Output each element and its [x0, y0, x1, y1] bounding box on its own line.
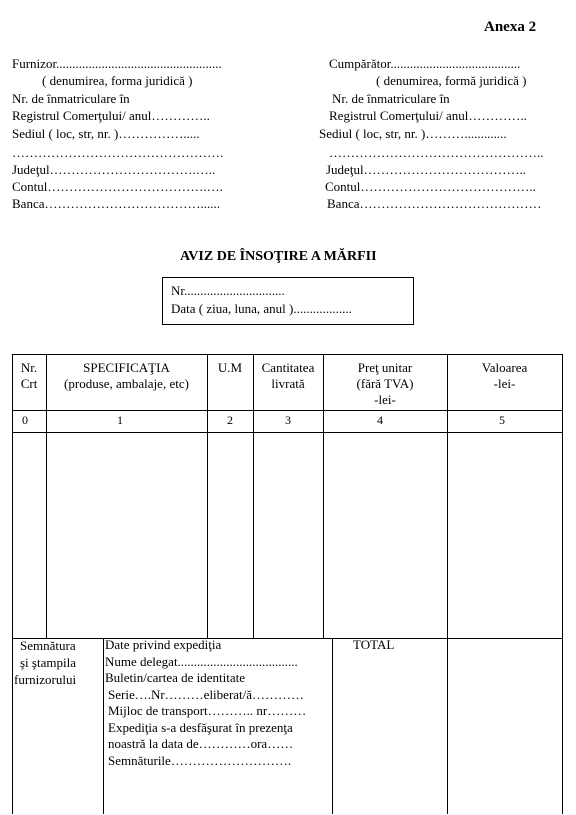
index-0: 0 — [22, 413, 28, 427]
supplier-bank: Banca………………………………...... — [12, 196, 220, 211]
header-value: Valoarea -lei- — [481, 360, 528, 391]
supplier-legal-form: ( denumirea, forma juridică ) — [42, 73, 193, 88]
header-quantity: Cantitatea livrată — [261, 360, 315, 391]
index-5: 5 — [499, 413, 505, 427]
id-series: Serie….Nr………eliberat/ă………… — [108, 686, 305, 702]
index-4: 4 — [377, 413, 383, 427]
buyer-registration-label: Nr. de înmatriculare în — [332, 91, 450, 106]
expedition-date: noastră la data de…………ora…… — [108, 736, 294, 751]
annex-label: Anexa 2 — [484, 19, 537, 35]
supplier-name: Furnizor................................................... — [12, 56, 222, 71]
supplier-registry: Registrul Comerţului/ anul………….. — [12, 108, 210, 123]
supplier-account: Contul……………………………….…. — [12, 179, 223, 194]
signatures: Semnăturile………………………. — [108, 752, 292, 768]
total-label: TOTAL — [353, 637, 395, 652]
expedition-details — [105, 637, 306, 769]
delegate-name: Nume delegat..................................... — [105, 653, 298, 669]
index-3: 3 — [285, 413, 291, 427]
index-2: 2 — [227, 413, 233, 427]
buyer-legal-form: ( denumirea, formă juridică ) — [376, 73, 527, 88]
header-specification: SPECIFICAŢIA (produse, ambalaje, etc) — [64, 360, 189, 391]
buyer-bank: Banca…………………………………… — [327, 196, 542, 211]
supplier-address: Sediul ( loc, str, nr. )……………..... — [12, 126, 200, 141]
header-unit-price: Preţ unitar (fără TVA) -lei- — [356, 360, 414, 407]
buyer-registry: Registrul Comerţului/ anul………….. — [329, 108, 527, 123]
buyer-address: Sediul ( loc, str, nr. )………............. — [319, 126, 507, 141]
buyer-account: Contul………………………………….. — [325, 179, 536, 194]
buyer-county: Judeţul……………………………….. — [326, 162, 527, 177]
number-date-box — [162, 277, 414, 325]
buyer-name: Cumpărător........................................ — [329, 56, 521, 71]
header-um: U.M — [217, 360, 243, 375]
expedition-title: Date privind expediţia — [105, 637, 222, 652]
supplier-signature-label: Semnătura şi ştampila furnizorului — [14, 638, 77, 687]
document-date: Data ( ziua, luna, anul ).................. — [171, 301, 352, 316]
id-card-label: Buletin/cartea de identitate — [105, 670, 246, 685]
supplier-county: Judeţul…………………………….….. — [12, 162, 216, 177]
document-number: Nr............................... — [171, 283, 285, 298]
transport: Mijloc de transport……….. nr……… — [108, 703, 307, 718]
supplier-registration-label: Nr. de înmatriculare în — [12, 91, 130, 106]
supplier-address-cont: …………………………………………. — [12, 145, 224, 160]
header-nr-crt: Nr. Crt — [20, 360, 38, 391]
index-1: 1 — [117, 413, 123, 427]
document-title: AVIZ DE ÎNSOŢIRE A MĂRFII — [180, 249, 377, 264]
expedition-presence: Expediţia s-a desfăşurat în prezenţa — [108, 719, 293, 735]
buyer-address-cont: ………………………………………….. — [329, 145, 544, 160]
